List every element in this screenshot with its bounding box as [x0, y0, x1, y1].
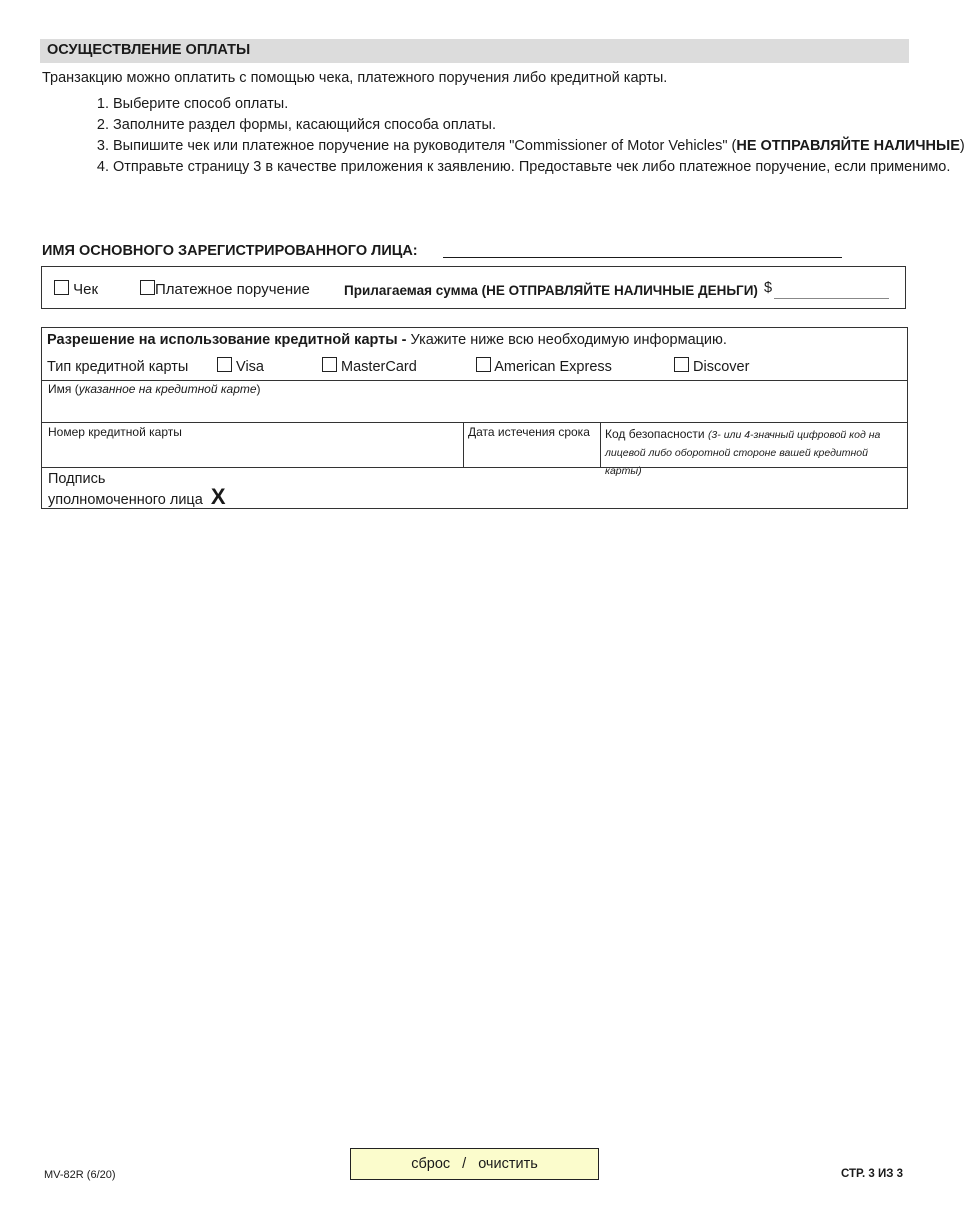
- visa-checkbox[interactable]: [217, 357, 232, 372]
- section-title: ОСУЩЕСТВЛЕНИЕ ОПЛАТЫ: [40, 39, 909, 63]
- divider: [42, 467, 907, 468]
- expiry-label: Дата истечения срока: [468, 425, 590, 439]
- cardholder-name-field[interactable]: [48, 382, 261, 396]
- money-order-option[interactable]: [140, 280, 310, 298]
- instruction-list: [55, 94, 968, 178]
- mastercard-option[interactable]: [322, 357, 417, 375]
- name-label-end: ): [256, 382, 261, 396]
- reset-label[interactable]: сброс: [411, 1156, 451, 1172]
- mastercard-checkbox[interactable]: [322, 357, 337, 372]
- amex-label: American Express: [494, 359, 612, 375]
- clear-label[interactable]: очистить: [478, 1156, 538, 1172]
- credit-card-title: [47, 332, 727, 348]
- divider: [600, 422, 601, 467]
- security-code-field[interactable]: [605, 425, 903, 479]
- amex-option[interactable]: [476, 357, 612, 375]
- form-code: MV-82R (6/20): [44, 1169, 116, 1181]
- money-order-label: Платежное поручение: [155, 281, 310, 298]
- signature-label-line1: Подпись: [48, 471, 106, 487]
- discover-checkbox[interactable]: [674, 357, 689, 372]
- step-warning: НЕ ОТПРАВЛЯЙТЕ НАЛИЧНЫЕ: [736, 138, 960, 154]
- name-label-note: указанное на кредитной карте: [78, 382, 257, 396]
- list-item: 1. Выберите способ оплаты.: [113, 94, 968, 115]
- credit-card-title-rest: Укажите ниже всю необходимую информацию.: [406, 332, 727, 348]
- security-note: (3- или 4-значный цифровой код на лицевой либо оборотной стороне вашей кредитной карты): [605, 429, 881, 477]
- payment-method-box: [41, 266, 906, 309]
- signature-field[interactable]: [48, 470, 226, 509]
- list-item: 2. Заполните раздел формы, касающийся способа оплаты.: [113, 115, 968, 136]
- credit-card-box: [41, 327, 908, 509]
- currency-symbol: $: [764, 280, 773, 296]
- discover-option[interactable]: [674, 357, 749, 375]
- amex-checkbox[interactable]: [476, 357, 491, 372]
- signature-label-line2: уполномоченного лица X: [48, 484, 226, 509]
- amount-field[interactable]: [774, 298, 889, 299]
- name-label: Имя (: [48, 382, 79, 396]
- check-checkbox[interactable]: [54, 280, 69, 295]
- registrant-name-field[interactable]: [443, 257, 842, 258]
- expiry-field[interactable]: [468, 425, 590, 439]
- amount-label: Прилагаемая сумма (НЕ ОТПРАВЛЯЙТЕ НАЛИЧНЫЕ ДЕНЬГИ): [344, 283, 758, 298]
- card-type-label: Тип кредитной карты: [47, 359, 189, 375]
- card-number-field[interactable]: [48, 425, 182, 439]
- money-order-checkbox[interactable]: [140, 280, 155, 295]
- visa-option[interactable]: [217, 357, 264, 375]
- intro-text: Транзакцию можно оплатить с помощью чека, платежного поручения либо кредитной карты.: [42, 70, 668, 86]
- mastercard-label: MasterCard: [341, 359, 417, 375]
- signature-x-mark: X: [210, 484, 226, 509]
- check-option[interactable]: [54, 280, 98, 298]
- divider: [42, 380, 907, 381]
- page-number: СТР. 3 ИЗ 3: [841, 1168, 904, 1180]
- step-text-end: ): [959, 138, 965, 154]
- reset-clear-button[interactable]: [350, 1148, 599, 1180]
- credit-card-title-bold: Разрешение на использование кредитной карты -: [47, 332, 407, 348]
- list-item: [113, 136, 968, 157]
- step-text: Выпишите чек или платежное поручение на руководителя "Commissioner of Motor Vehicles" (: [113, 138, 737, 154]
- separator: /: [462, 1156, 467, 1172]
- security-label: Код безопасности: [605, 427, 708, 441]
- registrant-label: ИМЯ ОСНОВНОГО ЗАРЕГИСТРИРОВАННОГО ЛИЦА:: [42, 243, 418, 259]
- discover-label: Discover: [693, 359, 750, 375]
- card-number-label: Номер кредитной карты: [48, 425, 182, 439]
- list-item: 4. Отправьте страницу 3 в качестве приложения к заявлению. Предоставьте чек либо платежное поручение, если применимо.: [113, 157, 968, 178]
- divider: [42, 422, 907, 423]
- visa-label: Visa: [236, 359, 264, 375]
- check-label: Чек: [73, 281, 99, 298]
- divider: [463, 422, 464, 467]
